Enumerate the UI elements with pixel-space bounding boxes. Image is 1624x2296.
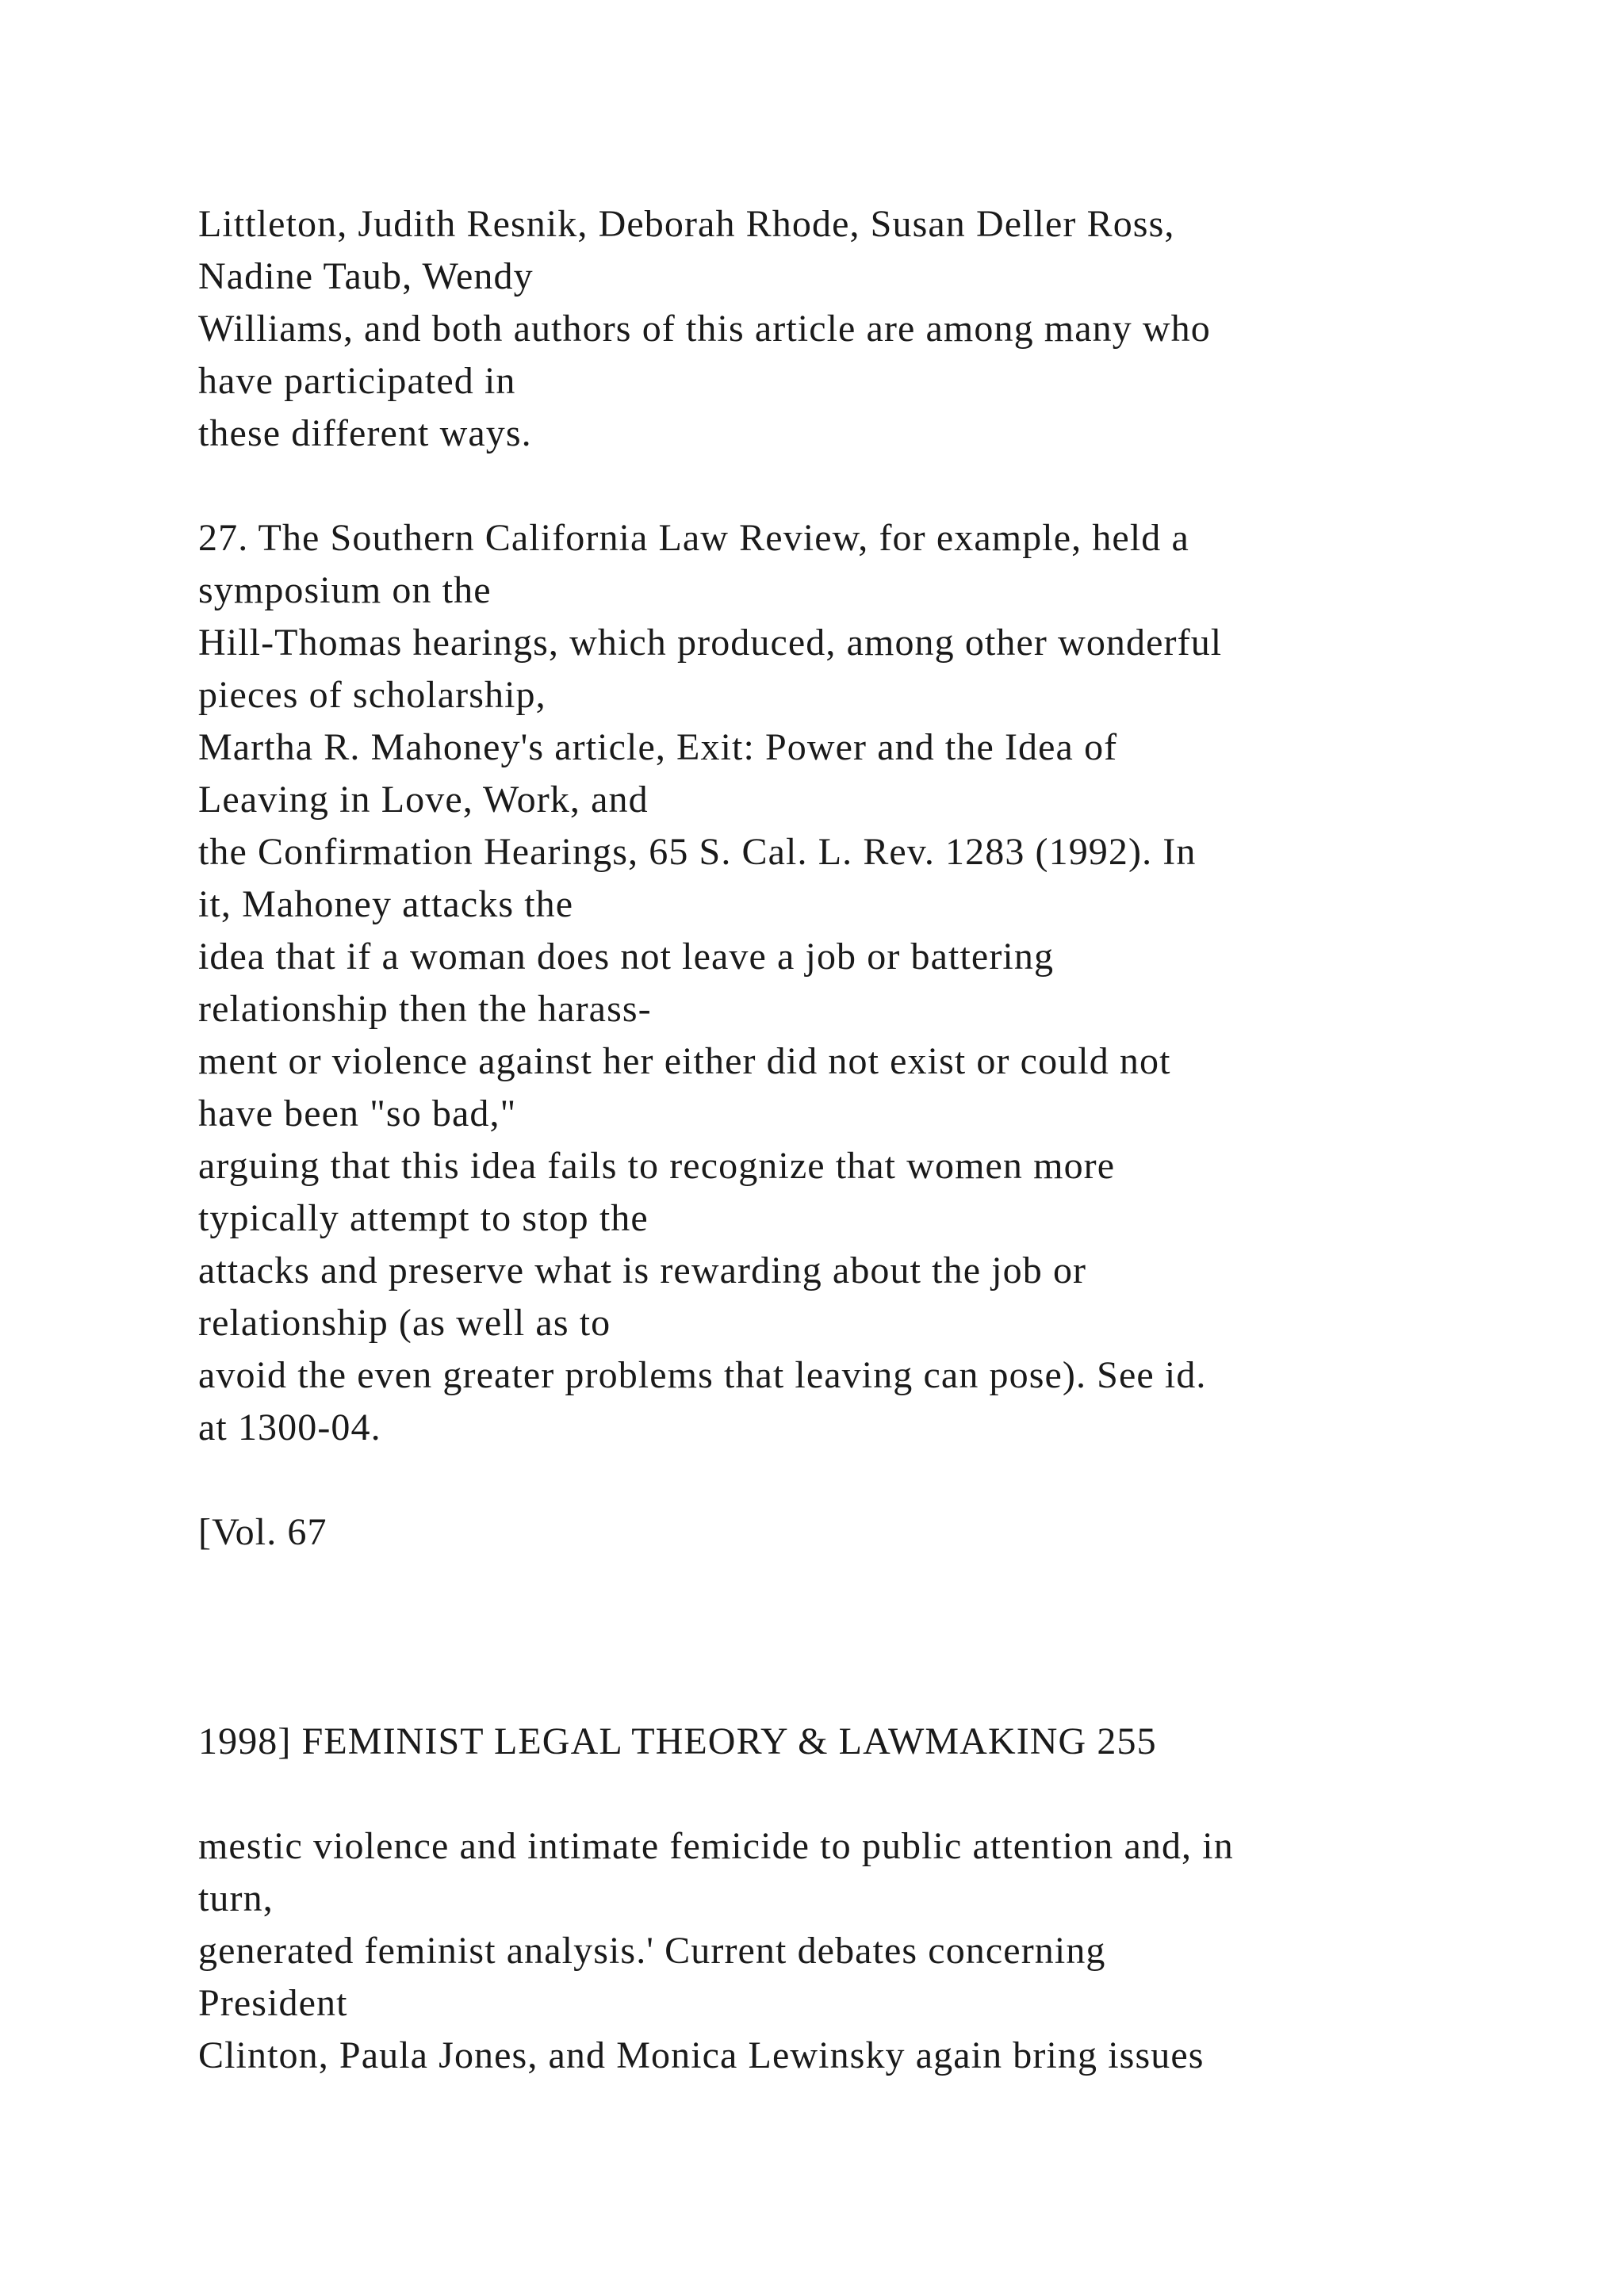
- text-line: relationship (as well as to: [198, 1302, 611, 1344]
- text-line: generated feminist analysis.' Current debates concerning: [198, 1930, 1106, 1972]
- text-line: arguing that this idea fails to recognize that women more: [198, 1145, 1116, 1187]
- text-line: attacks and preserve what is rewarding about the job or: [198, 1249, 1087, 1292]
- text-line: relationship then the harass-: [198, 988, 652, 1030]
- text-line: ment or violence against her either did not exist or could not: [198, 1040, 1171, 1082]
- footnote-27-line: 27. The Southern California Law Review, for example, held a: [198, 517, 1189, 559]
- text-line: Clinton, Paula Jones, and Monica Lewinsky again bring issues: [198, 2034, 1205, 2076]
- volume-marker: [Vol. 67: [198, 1511, 327, 1553]
- running-header: 1998] FEMINIST LEGAL THEORY & LAWMAKING 255: [198, 1720, 1157, 1762]
- text-line: Leaving in Love, Work, and: [198, 779, 649, 821]
- text-line: turn,: [198, 1877, 274, 1919]
- text-line: Williams, and both authors of this article are among many who: [198, 308, 1211, 350]
- text-line: have been "so bad,": [198, 1093, 517, 1135]
- text-line: symposium on the: [198, 569, 492, 611]
- text-line: Hill-Thomas hearings, which produced, among other wonderful: [198, 622, 1223, 664]
- text-line: avoid the even greater problems that leaving can pose). See id.: [198, 1354, 1207, 1396]
- text-line: Littleton, Judith Resnik, Deborah Rhode, Susan Deller Ross,: [198, 203, 1175, 245]
- text-line: Martha R. Mahoney's article, Exit: Power and the Idea of: [198, 726, 1118, 768]
- text-line: mestic violence and intimate femicide to public attention and, in: [198, 1825, 1234, 1867]
- text-line: these different ways.: [198, 412, 532, 454]
- text-line: typically attempt to stop the: [198, 1197, 649, 1239]
- text-line: Nadine Taub, Wendy: [198, 255, 534, 297]
- text-line: at 1300-04.: [198, 1406, 381, 1448]
- text-line: it, Mahoney attacks the: [198, 883, 574, 925]
- text-line: President: [198, 1982, 348, 2024]
- text-line: the Confirmation Hearings, 65 S. Cal. L. Rev. 1283 (1992). In: [198, 831, 1197, 873]
- text-line: have participated in: [198, 360, 516, 402]
- text-line: pieces of scholarship,: [198, 674, 546, 716]
- text-line: idea that if a woman does not leave a job or battering: [198, 936, 1055, 978]
